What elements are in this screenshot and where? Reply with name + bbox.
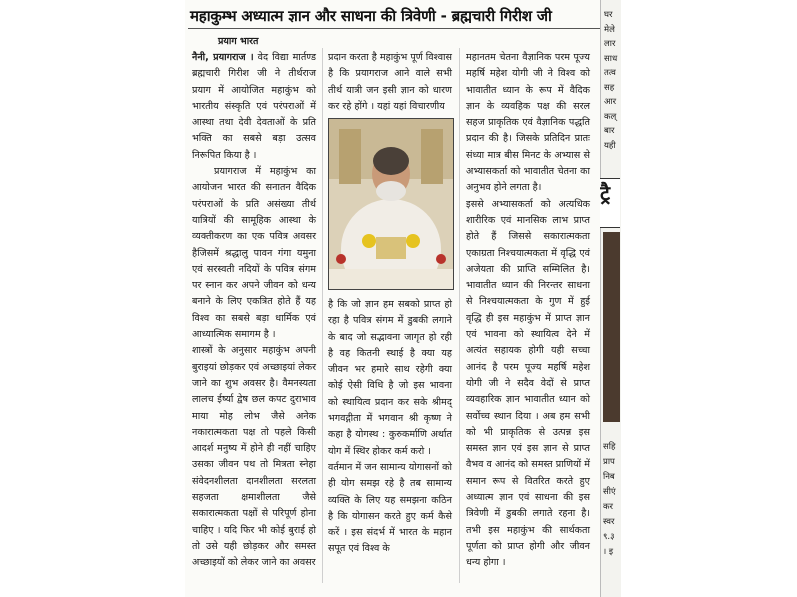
headline: महाकुम्भ अध्यात्म ज्ञान और साधना की त्रिवेणी - ब्रह्मचारी गिरीश जी	[190, 7, 552, 25]
paragraph-text: वेद विद्या मार्तण्ड ब्रह्मचारी गिरीश जी ने तीर्थराज प्रयाग में आयोजित महाकुंभ को भारतीय संस्कृति एवं परंपराओं में आस्था तथा देवी देवताओं के प्रति भक्ति का सबसे बड़ा उत्सव निरूपित किया है ।	[192, 52, 316, 161]
paragraph: वर्तमान में जन सामान्य योगासनों को ही योग समझ रहे है तब सामान्य व्यक्ति के लिए यह समझना कठिन है कि योगासन करते हुए कर्म कैसे करें । इस संदर्भ में भारत के महान सपूत एवं विश्व के	[328, 461, 452, 555]
strip-text: बार	[604, 126, 615, 136]
headline-rule	[188, 28, 600, 29]
strip-text: सीएं	[603, 487, 616, 497]
strip-text: । इ	[603, 547, 614, 557]
article-photo	[328, 118, 454, 290]
strip-text: कर	[603, 502, 614, 512]
strip-text: मेले	[604, 24, 615, 35]
article-column-3	[466, 50, 590, 572]
column-divider	[322, 48, 323, 583]
paragraph: है कि जो ज्ञान हम सबको प्राप्त हो रहा है पवित्र संगम में डुबकी लगाने के बाद जो सद्भावना जागृत हो रही है वह कितनी स्थाई है क्या यह जीवन भर हमारे साथ रहेगी क्या कोई ऐसी विधि है जो इस भावना को स्थायित्व प्रदान कर सके श्रीमद् भगवद्गीता में भगवान श्री कृष्ण ने कहा है योगस्थ : कुरुकर्माणि अर्थात योग में स्थिर होकर कर्म करो ।	[328, 299, 452, 457]
paragraph: प्रयागराज में महाकुंभ का आयोजन भारत की सनातन वैदिक परंपराओं के प्रति असंख्या तीर्थ यात्रियों की सामूहिक आस्था के व्यक्तीकरण का एक पवित्र अवसर हैजिसमें श्रद्धालु पावन गंगा यमुना एवं सरस्वती नदियों के पवित्र संगम पर स्नान कर अपने जीवन को धन्य बनाने के लिए एकत्रित होते हैं यह विश्व का सबसे बड़ा धार्मिक एवं आध्यात्मिक समागम है ।	[192, 166, 316, 341]
strip-text: घर	[604, 10, 613, 20]
strip-text: लार	[604, 39, 616, 49]
adjacent-headline: ट्रै	[600, 178, 620, 228]
article-column-1	[192, 50, 316, 572]
paragraph: प्रदान करता है महाकुंभ पूर्ण विश्वास है कि प्रयागराज आने वाले सभी तीर्थ यात्री जन इसी ज्ञान को धारण कर रहे होंगे । यहां यहां विचारणीय	[328, 52, 452, 112]
strip-text: स्वर	[603, 517, 615, 527]
strip-text: प्राप	[603, 457, 615, 467]
dateline: नैनी, प्रयागराज ।	[192, 52, 254, 63]
adjacent-article-strip-lower	[600, 440, 620, 560]
strip-text: यही	[604, 140, 616, 151]
strip-text: आर	[604, 97, 617, 107]
strip-text: सह	[604, 82, 615, 93]
strip-text: सहि	[603, 442, 616, 452]
portrait-image	[329, 119, 453, 289]
article-column-2-bottom	[328, 297, 452, 558]
adjacent-photo	[603, 232, 620, 422]
article-column-2-top	[328, 50, 452, 115]
paragraph: इससे अभ्यासकर्ता को अत्यधिक शारीरिक एवं मानसिक लाभ प्राप्त होते हैं जिससे सकारात्मकता एकाग्रता निश्चयात्मकता में वृद्धि एवं अजेयता की प्राप्ति सम्मिलित है। भावातीत ध्यान की निरन्तर साधना से निश्चयात्मकता के गुण में हुई वृद्धि ही इस महाकुंभ में प्राप्त ज्ञान एवं भावना को स्थायित्व देने में अत्यंत सहायक होगी यही सच्चा आनंद है परम पूज्य महर्षि महेश योगी जी ने सदैव वेदों से प्राप्त व्यवहारिक ज्ञान भावातीत ध्यान को सर्वोच्च स्थान दिया । अब हम सभी को भी प्राकृतिक से उत्पन्न इस समस्त ज्ञान एवं इस ज्ञान से प्राप्त वैभव व आनंद को समस्त प्राणियों में समान रूप से वितरित करते हुए अध्यात्म ज्ञान एवं साधना की इस त्रिवेणी में डुबकी लगाते रहना है। तभी इस महाकुंभ की सार्थकता पूर्णता को प्राप्त होगी और जीवन धन्य होगा ।	[466, 198, 590, 569]
strip-text: साध	[604, 53, 618, 64]
strip-text: तत्व	[604, 68, 616, 78]
column-divider	[459, 48, 460, 583]
byline: प्रयाग भारत	[218, 36, 259, 47]
strip-text: निब	[603, 472, 615, 482]
paragraph	[192, 50, 316, 164]
strip-text: कल्	[604, 111, 617, 122]
paragraph: शास्त्रों के अनुसार महाकुंभ अपनी बुराइयां छोड़कर एवं अच्छाइयां लेकर जाने का शुभ अवसर है। वैमनस्यता लालच ईर्ष्या द्वेष छल कपट दुराभाव माया मोह लोभ जैसे अनेक नकारात्मकता पक्ष तो पहले किसी आदर्श मनुष्य में होने ही नहीं चाहिए उसका जीवन पथ तो मित्रता स्नेहा संवेदनशीलता दानशीलता सरलता सहजता क्षमाशीलता जैसे सकारात्मकता पक्षों से परिपूर्ण होना चाहिए । यदि फिर भी कोई बुराई हो तो उसे यही छोड़कर और समस्त अच्छाइयों को लेकर जाने का अवसर	[192, 345, 316, 569]
strip-text: ९.३	[603, 532, 615, 542]
paragraph: महानतम चेतना वैज्ञानिक परम पूज्य महर्षि महेश योगी जी ने विश्व को भावातीत ध्यान के रूप में वैदिक ज्ञान के व्यवहिक पक्ष की सरल सहज प्राकृतिक एवं वैज्ञानिक पद्धति प्रदान की है। जिसके प्रतिदिन प्रातः संध्या मात्र बीस मिनट के अभ्यास से अभ्यासकर्ता को भावातीत चेतना का अनुभव होने लगता है।	[466, 52, 590, 194]
